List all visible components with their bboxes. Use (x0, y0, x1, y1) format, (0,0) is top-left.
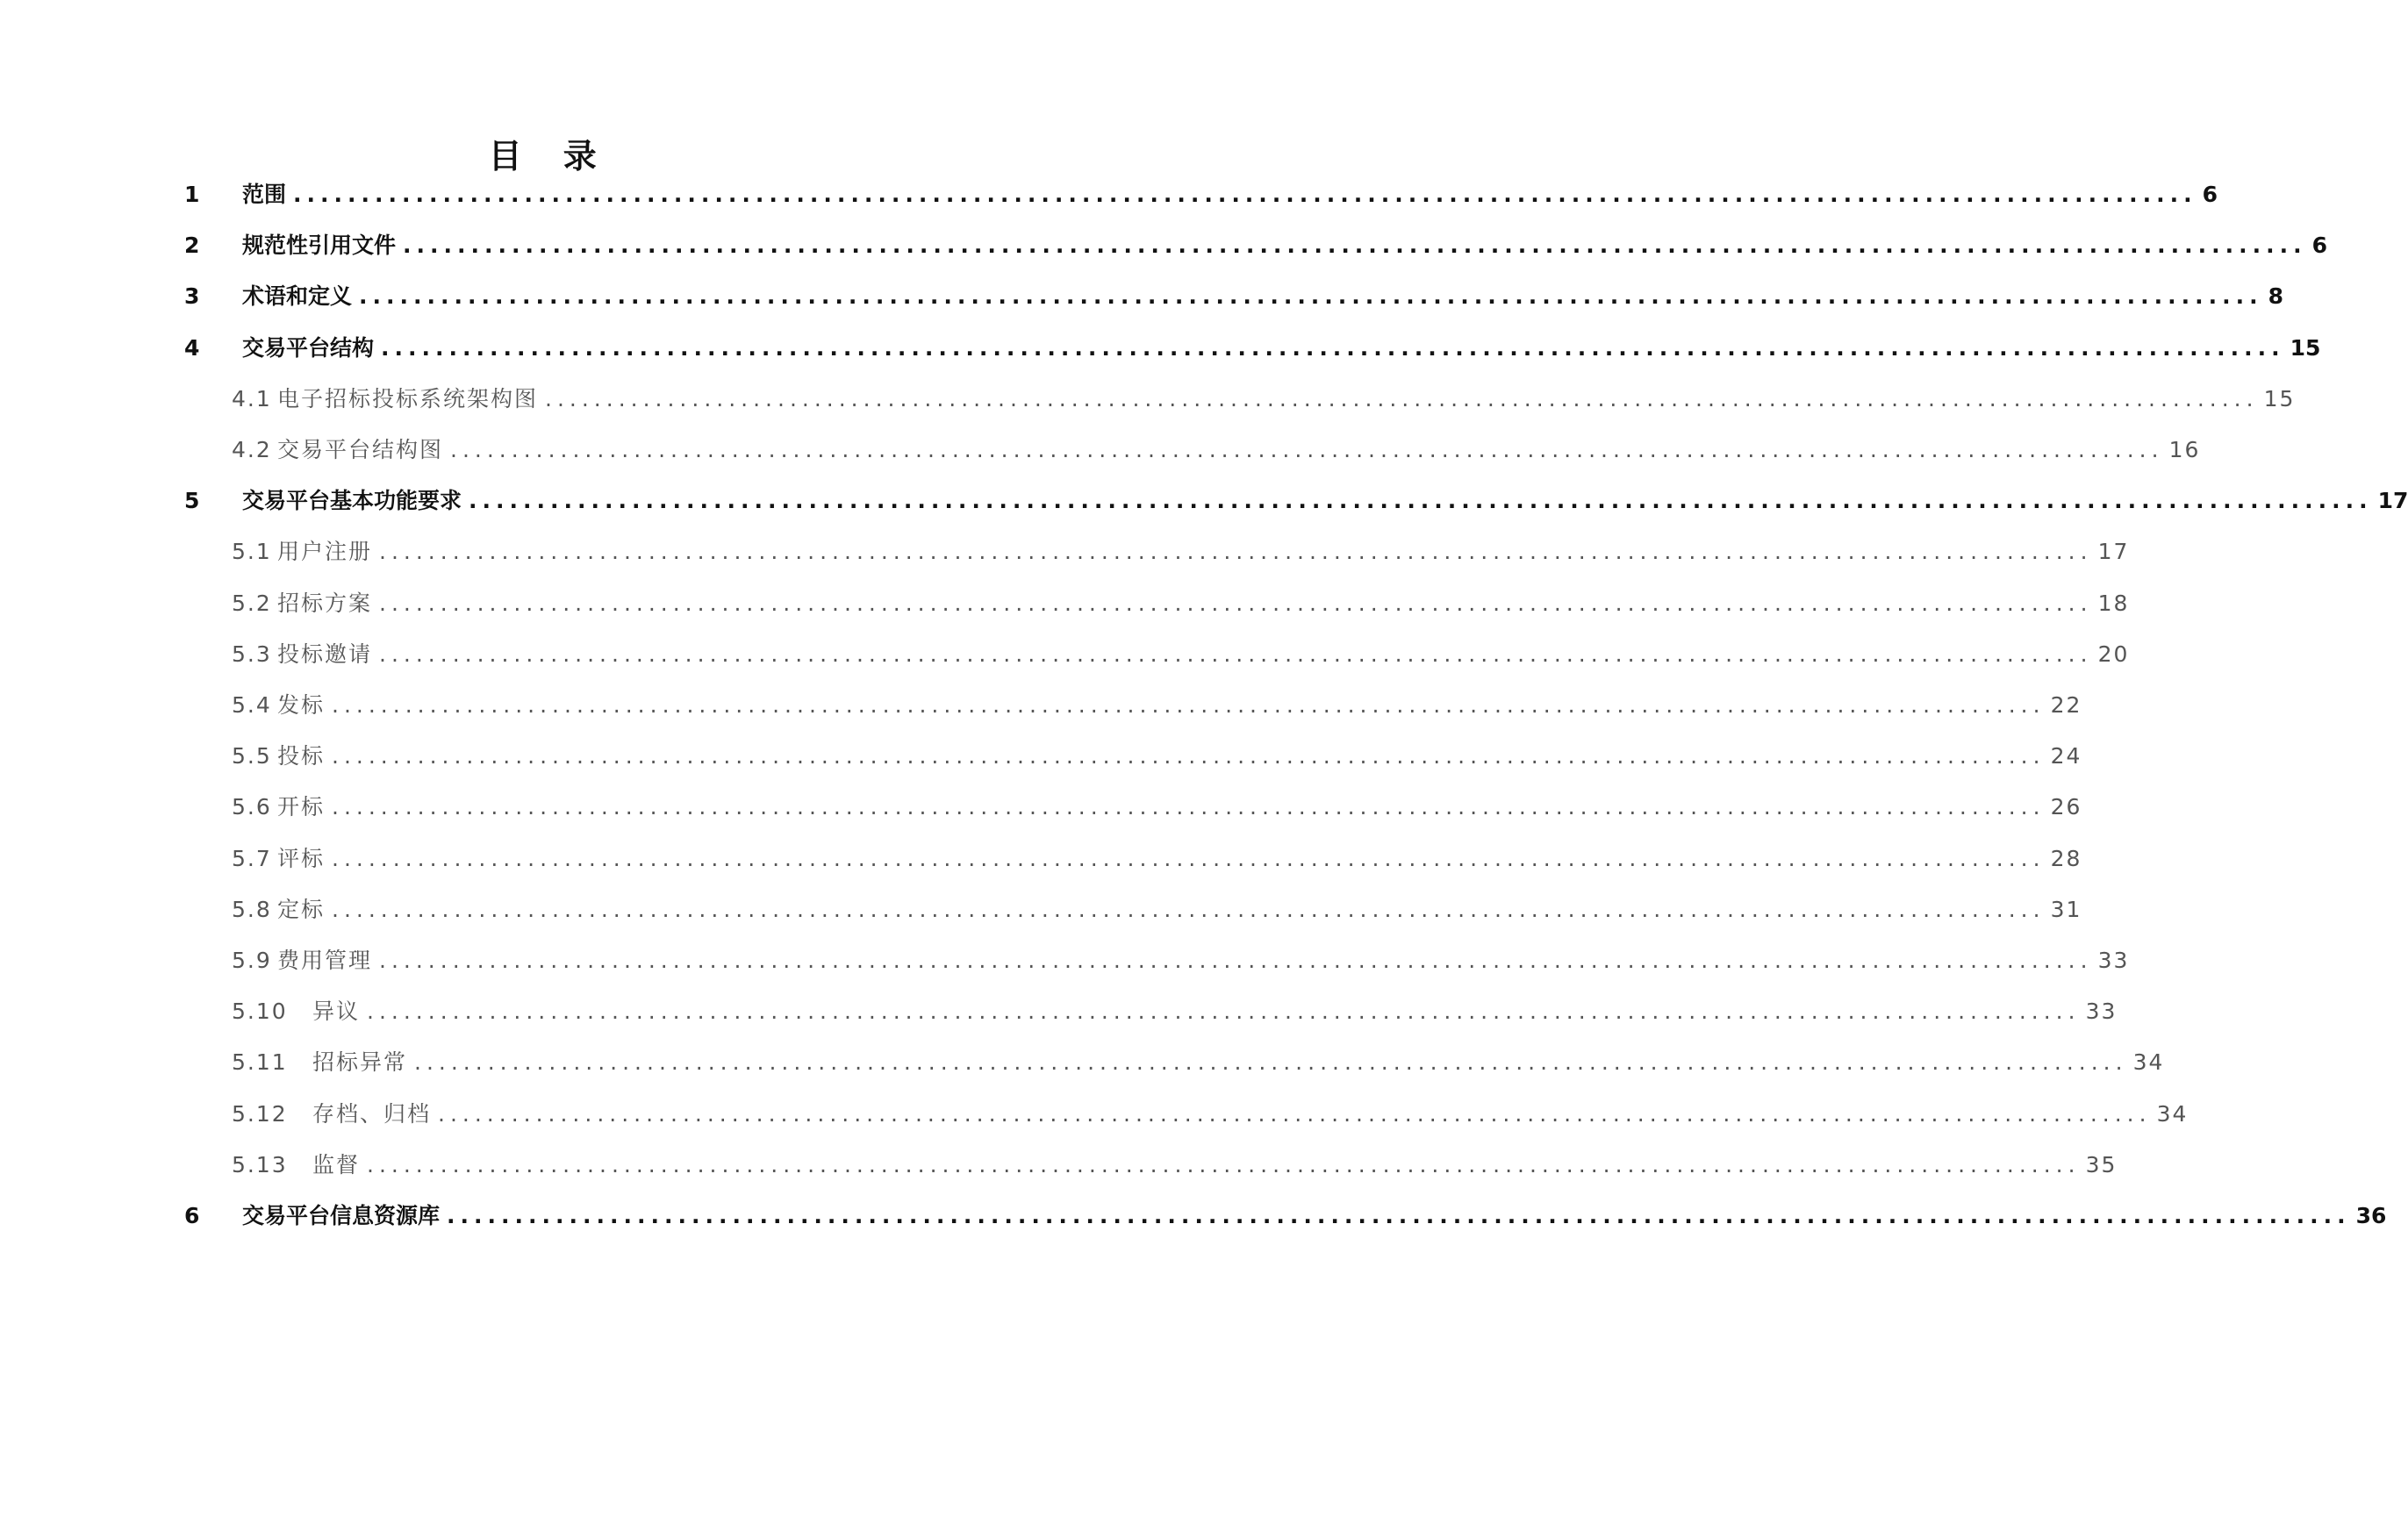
toc-entry-number: 5.6 (232, 794, 272, 820)
toc-entry-number: 2 (184, 233, 200, 258)
toc-leader-dots: ............................................................................................................................................ (545, 386, 2259, 412)
toc-entry[interactable] (232, 841, 2082, 877)
toc-entry-label: 存档、归档 (312, 1101, 432, 1127)
toc-entry-number: 5.5 (232, 743, 272, 769)
toc-entry-page-number: 6 (2311, 233, 2328, 258)
toc-leader-dots: ............................................................................................................................................ (403, 233, 2307, 258)
toc-entry-label: 投标邀请 (277, 641, 373, 667)
toc-leader-dots: ............................................................................................................................................ (332, 692, 2046, 718)
toc-entry-label: 招标方案 (277, 591, 373, 616)
toc-leader-dots: ............................................................................................................................................ (332, 794, 2046, 820)
toc-entry-label: 投标 (277, 743, 326, 769)
toc-entry[interactable] (232, 637, 2130, 672)
toc-entry-page-number: 6 (2202, 182, 2218, 207)
toc-entry-number: 5.8 (232, 897, 272, 922)
toc-entry[interactable] (232, 739, 2082, 774)
toc-entry-number: 5.13 (232, 1152, 288, 1178)
toc-entry-label: 费用管理 (277, 948, 373, 973)
toc-leader-dots: ............................................................................................................................................ (332, 846, 2046, 871)
toc-entry-page-number: 26 (2050, 794, 2082, 820)
toc-leader-dots: ............................................................................................................................................ (359, 283, 2263, 309)
toc-entry[interactable] (184, 1199, 2387, 1234)
toc-leader-dots: ............................................................................................................................................ (381, 335, 2285, 361)
toc-leader-dots: ............................................................................................................................................ (450, 437, 2164, 462)
toc-entry-number: 5 (184, 488, 200, 513)
toc-entry-page-number: 18 (2097, 591, 2130, 616)
toc-leader-dots: ............................................................................................................................................ (379, 948, 2093, 973)
toc-entry-page-number: 17 (2097, 539, 2130, 564)
toc-entry-page-number: 36 (2355, 1203, 2387, 1228)
toc-entry-page-number: 20 (2097, 641, 2130, 667)
toc-entry-page-number: 16 (2168, 437, 2201, 462)
toc-entry[interactable] (232, 994, 2118, 1029)
toc-title: 目 录 (488, 137, 601, 175)
toc-entry-number: 5.4 (232, 692, 272, 718)
toc-entry-page-number: 17 (2377, 488, 2408, 513)
toc-leader-dots: ............................................................................................................................................ (367, 1152, 2081, 1178)
toc-entry-page-number: 33 (2097, 948, 2130, 973)
toc-entry[interactable] (232, 1045, 2165, 1080)
toc-entry[interactable] (232, 586, 2130, 621)
toc-entry[interactable] (232, 1148, 2118, 1183)
toc-entry-page-number: 8 (2268, 283, 2284, 309)
toc-entry-label: 发标 (277, 692, 326, 718)
toc-entry-number: 4.1 (232, 386, 272, 412)
toc-entry-page-number: 31 (2050, 897, 2082, 922)
toc-entry-label: 招标异常 (312, 1049, 408, 1075)
toc-entry-label: 评标 (277, 846, 326, 871)
toc-entry[interactable] (184, 331, 2321, 366)
toc-entry-number: 1 (184, 182, 200, 207)
toc-entry-number: 5.1 (232, 539, 272, 564)
toc-leader-dots: ............................................................................................................................................ (332, 897, 2046, 922)
toc-entry-page-number: 28 (2050, 846, 2082, 871)
toc-entry-label: 交易平台结构 (242, 335, 375, 361)
toc-entry-label: 监督 (312, 1152, 361, 1178)
toc-entry-number: 3 (184, 283, 200, 309)
toc-entry[interactable] (184, 177, 2218, 212)
toc-entry-label: 定标 (277, 897, 326, 922)
toc-entry-number: 5.11 (232, 1049, 288, 1075)
toc-leader-dots: ............................................................................................................................................ (379, 641, 2093, 667)
toc-entry-number: 4.2 (232, 437, 272, 462)
toc-entry-page-number: 15 (2290, 335, 2321, 361)
toc-entry[interactable] (232, 1097, 2189, 1132)
toc-leader-dots: ............................................................................................................................................ (293, 182, 2197, 207)
toc-entry-number: 5.7 (232, 846, 272, 871)
toc-entry-label: 开标 (277, 794, 326, 820)
toc-entry[interactable] (232, 382, 2296, 417)
toc-entry-label: 术语和定义 (242, 283, 353, 309)
toc-leader-dots: ............................................................................................................................................ (367, 999, 2081, 1024)
toc-entry-page-number: 35 (2085, 1152, 2118, 1178)
toc-leader-dots: ............................................................................................................................................ (469, 488, 2373, 513)
toc-entry-page-number: 22 (2050, 692, 2082, 718)
toc-entry-number: 4 (184, 335, 200, 361)
toc-entry[interactable] (232, 433, 2201, 468)
toc-leader-dots: ............................................................................................................................................ (414, 1049, 2128, 1075)
toc-entry-page-number: 33 (2085, 999, 2118, 1024)
toc-entry-number: 5.12 (232, 1101, 288, 1127)
toc-entry[interactable] (232, 534, 2130, 569)
toc-entry-label: 规范性引用文件 (242, 233, 397, 258)
toc-leader-dots: ............................................................................................................................................ (438, 1101, 2152, 1127)
toc-entry[interactable] (184, 279, 2284, 314)
toc-entry-page-number: 34 (2156, 1101, 2189, 1127)
toc-entry-page-number: 24 (2050, 743, 2082, 769)
toc-entry-label: 交易平台结构图 (277, 437, 444, 462)
toc-entry[interactable] (232, 790, 2082, 825)
toc-entry-number: 5.3 (232, 641, 272, 667)
toc-entry[interactable] (184, 228, 2328, 263)
toc-entry-number: 6 (184, 1203, 200, 1228)
toc-entry-number: 5.10 (232, 999, 288, 1024)
toc-entry-number: 5.9 (232, 948, 272, 973)
toc-leader-dots: ............................................................................................................................................ (379, 591, 2093, 616)
toc-entry-label: 异议 (312, 999, 361, 1024)
toc-entry[interactable] (232, 892, 2082, 927)
toc-entry-page-number: 34 (2132, 1049, 2165, 1075)
toc-entry-page-number: 15 (2263, 386, 2296, 412)
toc-entry-label: 范围 (242, 182, 287, 207)
toc-entry-label: 交易平台基本功能要求 (242, 488, 462, 513)
toc-entry[interactable] (232, 943, 2130, 978)
toc-entry[interactable] (232, 688, 2082, 723)
toc-entry-number: 5.2 (232, 591, 272, 616)
toc-leader-dots: ............................................................................................................................................ (332, 743, 2046, 769)
toc-entry-label: 交易平台信息资源库 (242, 1203, 441, 1228)
toc-entry-label: 电子招标投标系统架构图 (277, 386, 539, 412)
toc-entry[interactable] (184, 483, 2408, 519)
toc-leader-dots: ............................................................................................................................................ (447, 1203, 2351, 1228)
toc-entry-label: 用户注册 (277, 539, 373, 564)
toc-leader-dots: ............................................................................................................................................ (379, 539, 2093, 564)
